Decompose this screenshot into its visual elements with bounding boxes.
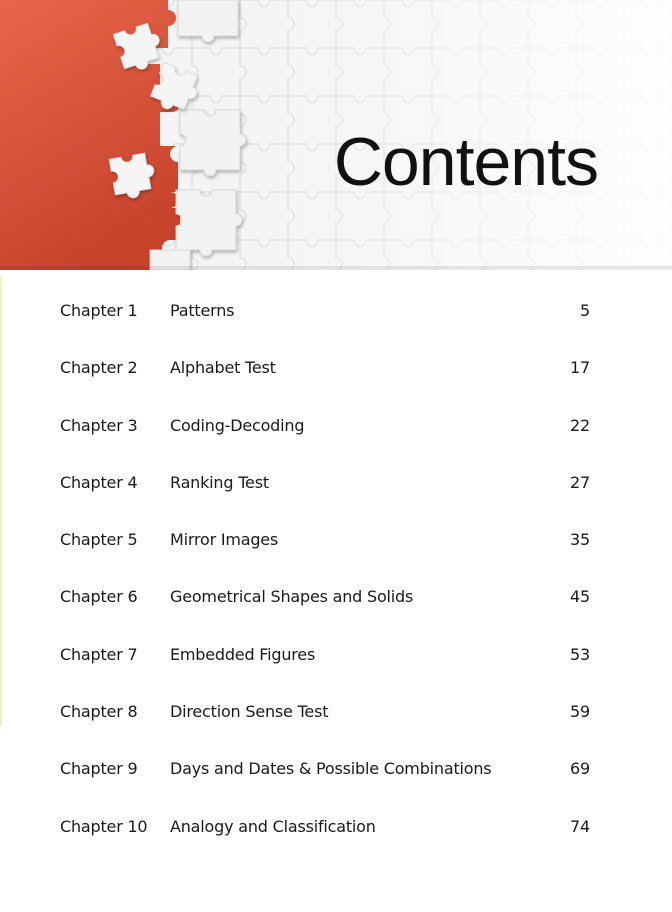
header-shadow (0, 266, 672, 270)
toc-page-number: 27 (570, 472, 590, 492)
toc-row[interactable] (60, 583, 592, 640)
toc-chapter-label: Chapter 9 (60, 759, 138, 779)
toc-chapter-label: Chapter 4 (60, 472, 138, 492)
toc-chapter-title: Ranking Test (170, 472, 269, 492)
toc-chapter-label: Chapter 6 (60, 587, 138, 607)
toc-chapter-label: Chapter 1 (60, 301, 138, 320)
toc-chapter-label: Chapter 10 (60, 816, 148, 836)
toc-chapter-label: Chapter 2 (60, 358, 138, 378)
toc-chapter-title: Patterns (170, 301, 235, 320)
toc-chapter-title: Days and Dates & Possible Combinations (170, 759, 492, 779)
toc-row[interactable] (60, 755, 592, 812)
toc-chapter-title: Geometrical Shapes and Solids (170, 587, 414, 607)
toc-page-number: 69 (570, 759, 590, 779)
toc-page-number: 5 (580, 301, 590, 320)
toc-chapter-label: Chapter 8 (60, 702, 138, 722)
toc-page-number: 35 (570, 530, 590, 550)
toc-row[interactable] (60, 698, 592, 755)
toc-chapter-label: Chapter 5 (60, 530, 138, 550)
toc-row[interactable] (60, 526, 592, 583)
toc-page-number: 53 (570, 644, 590, 664)
toc-row[interactable] (60, 412, 592, 469)
toc-row[interactable] (60, 469, 592, 526)
page-title: Contents (333, 124, 598, 200)
contents-header (0, 0, 672, 270)
toc-page-number: 59 (570, 702, 590, 722)
toc-chapter-title: Embedded Figures (170, 644, 316, 664)
toc-chapter-title: Direction Sense Test (170, 702, 329, 722)
toc-page-number: 45 (570, 587, 590, 607)
toc-page-number: 74 (570, 816, 590, 836)
toc-page-number: 22 (570, 415, 590, 435)
toc-row[interactable] (60, 813, 592, 870)
toc-chapter-label: Chapter 3 (60, 415, 138, 435)
toc-chapter-label: Chapter 7 (60, 644, 138, 664)
toc-chapter-title: Coding-Decoding (170, 415, 305, 435)
toc-row[interactable] (60, 641, 592, 698)
table-of-contents (60, 297, 592, 870)
toc-page-number: 17 (570, 358, 590, 378)
toc-row[interactable] (60, 297, 592, 354)
toc-chapter-title: Alphabet Test (170, 358, 276, 378)
toc-chapter-title: Analogy and Classification (170, 816, 376, 836)
left-margin-rule (0, 276, 2, 726)
toc-chapter-title: Mirror Images (170, 530, 279, 550)
toc-row[interactable] (60, 354, 592, 411)
